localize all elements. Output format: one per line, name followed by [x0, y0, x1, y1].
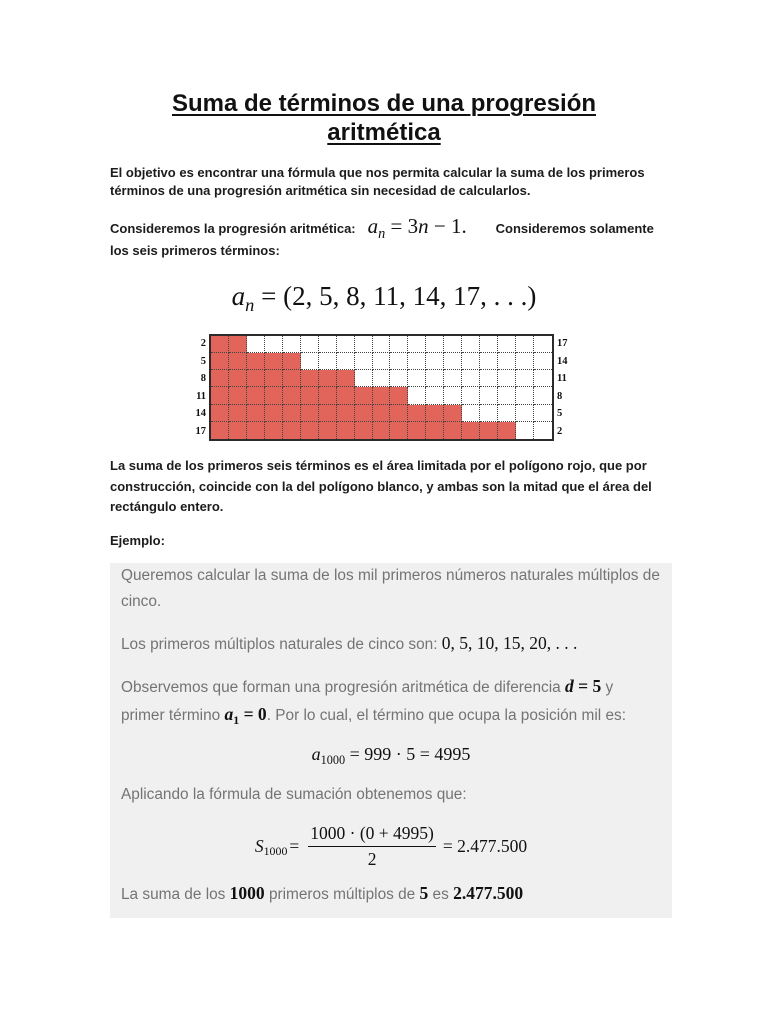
grid-cell-white — [534, 387, 552, 404]
grid-cell-red — [211, 405, 229, 422]
grid-cell-red — [229, 387, 247, 404]
grid-cell-red — [337, 370, 355, 387]
grid-cell-white — [498, 370, 516, 387]
grid-right-label: 8 — [557, 390, 563, 402]
grid-cell-red — [283, 353, 301, 370]
sum-symbol: S — [254, 835, 264, 856]
grid-cell-red — [444, 422, 462, 439]
formula-eq: = 3 — [390, 214, 419, 238]
grid-cell-red — [247, 370, 265, 387]
grid-cell-white — [462, 387, 480, 404]
grid-cell-red — [390, 405, 408, 422]
conclusion-text-c: es — [432, 886, 449, 903]
grid-cell-white — [498, 387, 516, 404]
grid-cell-red — [390, 387, 408, 404]
grid-cell-white — [426, 387, 444, 404]
sum-result: = 2.477.500 — [442, 835, 528, 856]
grid-left-label: 2 — [200, 338, 206, 350]
grid-cell-red — [337, 387, 355, 404]
grid-cell-red — [319, 370, 337, 387]
grid-cell-red — [319, 422, 337, 439]
grid-cell-white — [426, 370, 444, 387]
grid-left-label: 17 — [195, 425, 206, 437]
term-1000-formula — [110, 741, 672, 769]
conclusion-text-a: La suma de los — [121, 886, 226, 903]
grid-cell-white — [301, 353, 319, 370]
grid-cell-red — [444, 405, 462, 422]
grid-left-label: 11 — [196, 390, 206, 402]
consider-tail: Consideremos solamente los seis primeros términos: — [110, 221, 654, 258]
grid-cell-white — [498, 405, 516, 422]
grid-cell-white — [283, 336, 301, 353]
grid-cell-white — [408, 336, 426, 353]
grid-cell-white — [516, 405, 534, 422]
grid-cell-red — [319, 405, 337, 422]
grid-cell-white — [408, 353, 426, 370]
term-rhs: = 999 · 5 = 4995 — [349, 744, 471, 764]
grid-cell-red — [283, 405, 301, 422]
grid-cell-white — [516, 353, 534, 370]
grid-cell-white — [462, 336, 480, 353]
grid-cell-red — [265, 422, 283, 439]
grid-cell-white — [516, 370, 534, 387]
grid-cell-red — [229, 370, 247, 387]
grid-cell-white — [390, 353, 408, 370]
sum-1000-formula — [110, 820, 672, 872]
grid-cell-white — [462, 405, 480, 422]
grid-cell-white — [426, 353, 444, 370]
grid-right-label: 17 — [557, 338, 568, 350]
grid-cell-red — [319, 387, 337, 404]
grid-right-label: 14 — [557, 355, 568, 367]
grid-cell-red — [265, 353, 283, 370]
grid-right-label: 11 — [557, 373, 567, 385]
example-heading: Ejemplo: — [110, 533, 165, 548]
grid-cell-white — [355, 370, 373, 387]
grid-cell-white — [534, 353, 552, 370]
progression-text-b: y primer término — [121, 679, 614, 724]
conclusion-text-b: primeros múltiplos de — [268, 886, 416, 903]
grid-left-label: 8 — [200, 373, 206, 385]
grid-cell-red — [355, 387, 373, 404]
grid-left-labels — [180, 335, 206, 440]
grid-cell-white — [534, 370, 552, 387]
summary-paragraph: La suma de los primeros seis términos es el área limitada por el polígono rojo, que por construcción, coincide con la del polígono blanco, y ambas son la mitad que el área del rectángulo entero. — [110, 458, 652, 514]
term-symbol: a — [311, 744, 321, 764]
sequence-formula — [0, 279, 768, 316]
grid-right-label: 5 — [557, 408, 563, 420]
progression-text-c: . Por lo cual, el término que ocupa la posición mil es: — [266, 707, 626, 724]
grid-cell-red — [355, 405, 373, 422]
general-term-formula — [368, 216, 477, 240]
grid-cell-red — [247, 405, 265, 422]
grid-cell-red — [426, 405, 444, 422]
grid-cell-red — [211, 336, 229, 353]
sequence-symbol: a — [231, 281, 246, 311]
formula-var: n — [418, 214, 429, 238]
grid-cell-red — [301, 422, 319, 439]
grid-cell-red — [498, 422, 516, 439]
grid-cell-red — [355, 422, 373, 439]
consider-lead: Consideremos la progresión aritmética: — [110, 221, 356, 236]
grid-cell-white — [390, 336, 408, 353]
grid-cell-red — [229, 422, 247, 439]
term-index: 1000 — [320, 752, 346, 767]
grid-cell-red — [211, 370, 229, 387]
grid-cell-red — [337, 422, 355, 439]
grid-cell-red — [301, 370, 319, 387]
example-progression — [121, 673, 646, 730]
progression-text-a: Observemos que forman una progresión aritmética de diferencia — [121, 679, 561, 696]
grid-cell-red — [229, 405, 247, 422]
grid-cell-red — [283, 422, 301, 439]
grid-cell-white — [373, 336, 391, 353]
grid-cell-red — [265, 370, 283, 387]
grid-cell-red — [373, 405, 391, 422]
grid-cell-white — [426, 336, 444, 353]
grid-cell-white — [444, 353, 462, 370]
conclusion-factor: 5 — [419, 883, 429, 903]
grid-right-label: 2 — [557, 425, 563, 437]
grid-right-labels — [557, 335, 583, 440]
sum-fraction — [308, 823, 436, 869]
grid-cell-white — [480, 336, 498, 353]
grid-cell-red — [247, 387, 265, 404]
grid-cell-white — [480, 405, 498, 422]
grid-cell-red — [408, 405, 426, 422]
grid-cell-white — [534, 405, 552, 422]
grid-cell-white — [480, 370, 498, 387]
grid-cell-white — [408, 370, 426, 387]
difference-var: d — [565, 676, 574, 696]
grid-cell-white — [534, 336, 552, 353]
term-1000-math — [311, 744, 471, 767]
example-multiples — [121, 630, 661, 658]
grid-cell-red — [283, 370, 301, 387]
grid-cell-red — [373, 387, 391, 404]
consider-paragraph — [110, 216, 662, 261]
grid-cell-red — [211, 387, 229, 404]
grid-cell-red — [426, 422, 444, 439]
grid-cell-red — [283, 387, 301, 404]
first-term-var: a — [224, 704, 234, 724]
grid-cell-red — [211, 422, 229, 439]
grid-cell-red — [301, 405, 319, 422]
grid-cell-white — [516, 336, 534, 353]
grid-cell-red — [229, 336, 247, 353]
formula-index: n — [378, 225, 386, 242]
intro-paragraph: El objetivo es encontrar una fórmula que nos permita calcular la suma de los primeros términos de una progresión aritmética sin necesidad de calcularlos. — [110, 165, 645, 198]
conclusion-total: 2.477.500 — [453, 883, 524, 903]
formula-symbol: a — [367, 214, 379, 238]
grid-cell-white — [301, 336, 319, 353]
grid-cell-red — [247, 422, 265, 439]
grid-cell-white — [444, 387, 462, 404]
formula-rest: − 1. — [433, 214, 467, 238]
first-term-eq: = 0 — [243, 704, 267, 724]
example-box — [110, 563, 672, 918]
grid-cell-white — [355, 336, 373, 353]
fraction-numerator: 1000 · (0 + 4995) — [308, 823, 436, 847]
grid-cell-white — [480, 353, 498, 370]
grid-cell-red — [247, 353, 265, 370]
grid-cell-white — [534, 422, 552, 439]
grid-cell-white — [247, 336, 265, 353]
sum-index: 1000 — [263, 844, 288, 859]
sum-equals: = — [289, 835, 300, 856]
grid-cell-white — [265, 336, 283, 353]
grid-cell-red — [265, 387, 283, 404]
grid-cell-white — [498, 353, 516, 370]
grid-cell-red — [301, 387, 319, 404]
grid-cell-white — [373, 370, 391, 387]
grid-cell-white — [498, 336, 516, 353]
grid-cell-white — [516, 422, 534, 439]
grid-cell-white — [337, 353, 355, 370]
difference-eq: = 5 — [578, 676, 602, 696]
grid-cell-white — [390, 370, 408, 387]
example-conclusion — [121, 880, 523, 908]
grid-cell-white — [355, 353, 373, 370]
grid-cell-white — [319, 336, 337, 353]
grid-cell-white — [337, 336, 355, 353]
grid-cell-red — [211, 353, 229, 370]
grid-cell-red — [337, 405, 355, 422]
grid-cell-white — [462, 370, 480, 387]
grid-left-label: 5 — [200, 355, 206, 367]
first-term-formula — [224, 704, 267, 727]
grid-left-label: 14 — [195, 408, 206, 420]
grid-cell-red — [480, 422, 498, 439]
sequence-index: n — [245, 294, 255, 315]
grid-cell-red — [265, 405, 283, 422]
conclusion-count: 1000 — [229, 883, 265, 903]
grid-cell-white — [319, 353, 337, 370]
multiples-math: 0, 5, 10, 15, 20, . . . — [441, 633, 578, 653]
first-term-index: 1 — [233, 712, 240, 727]
sum-lhs — [255, 836, 288, 857]
example-intro: Queremos calcular la suma de los mil primeros números naturales múltiplos de cinco. — [121, 567, 660, 610]
multiples-text: Los primeros múltiplos naturales de cinco son: — [121, 636, 438, 653]
grid-cell-red — [462, 422, 480, 439]
sequence-rhs: = (2, 5, 8, 11, 14, 17, . . .) — [261, 281, 537, 311]
example-apply-text: Aplicando la fórmula de sumación obtenemos que: — [121, 786, 467, 803]
grid-cell-white — [444, 370, 462, 387]
grid-cell-white — [480, 387, 498, 404]
progression-grid-diagram — [209, 334, 554, 441]
grid-cell-white — [516, 387, 534, 404]
grid-cell-white — [462, 353, 480, 370]
fraction-denominator: 2 — [367, 849, 377, 869]
grid-cell-red — [229, 353, 247, 370]
difference-formula — [565, 676, 601, 696]
page-title: Suma de términos de una progresión aritmética — [171, 90, 597, 146]
grid-cell-white — [373, 353, 391, 370]
grid-cell-white — [408, 387, 426, 404]
grid-cell-red — [373, 422, 391, 439]
grid-cell-white — [444, 336, 462, 353]
grid-cell-red — [408, 422, 426, 439]
grid-cell-red — [390, 422, 408, 439]
